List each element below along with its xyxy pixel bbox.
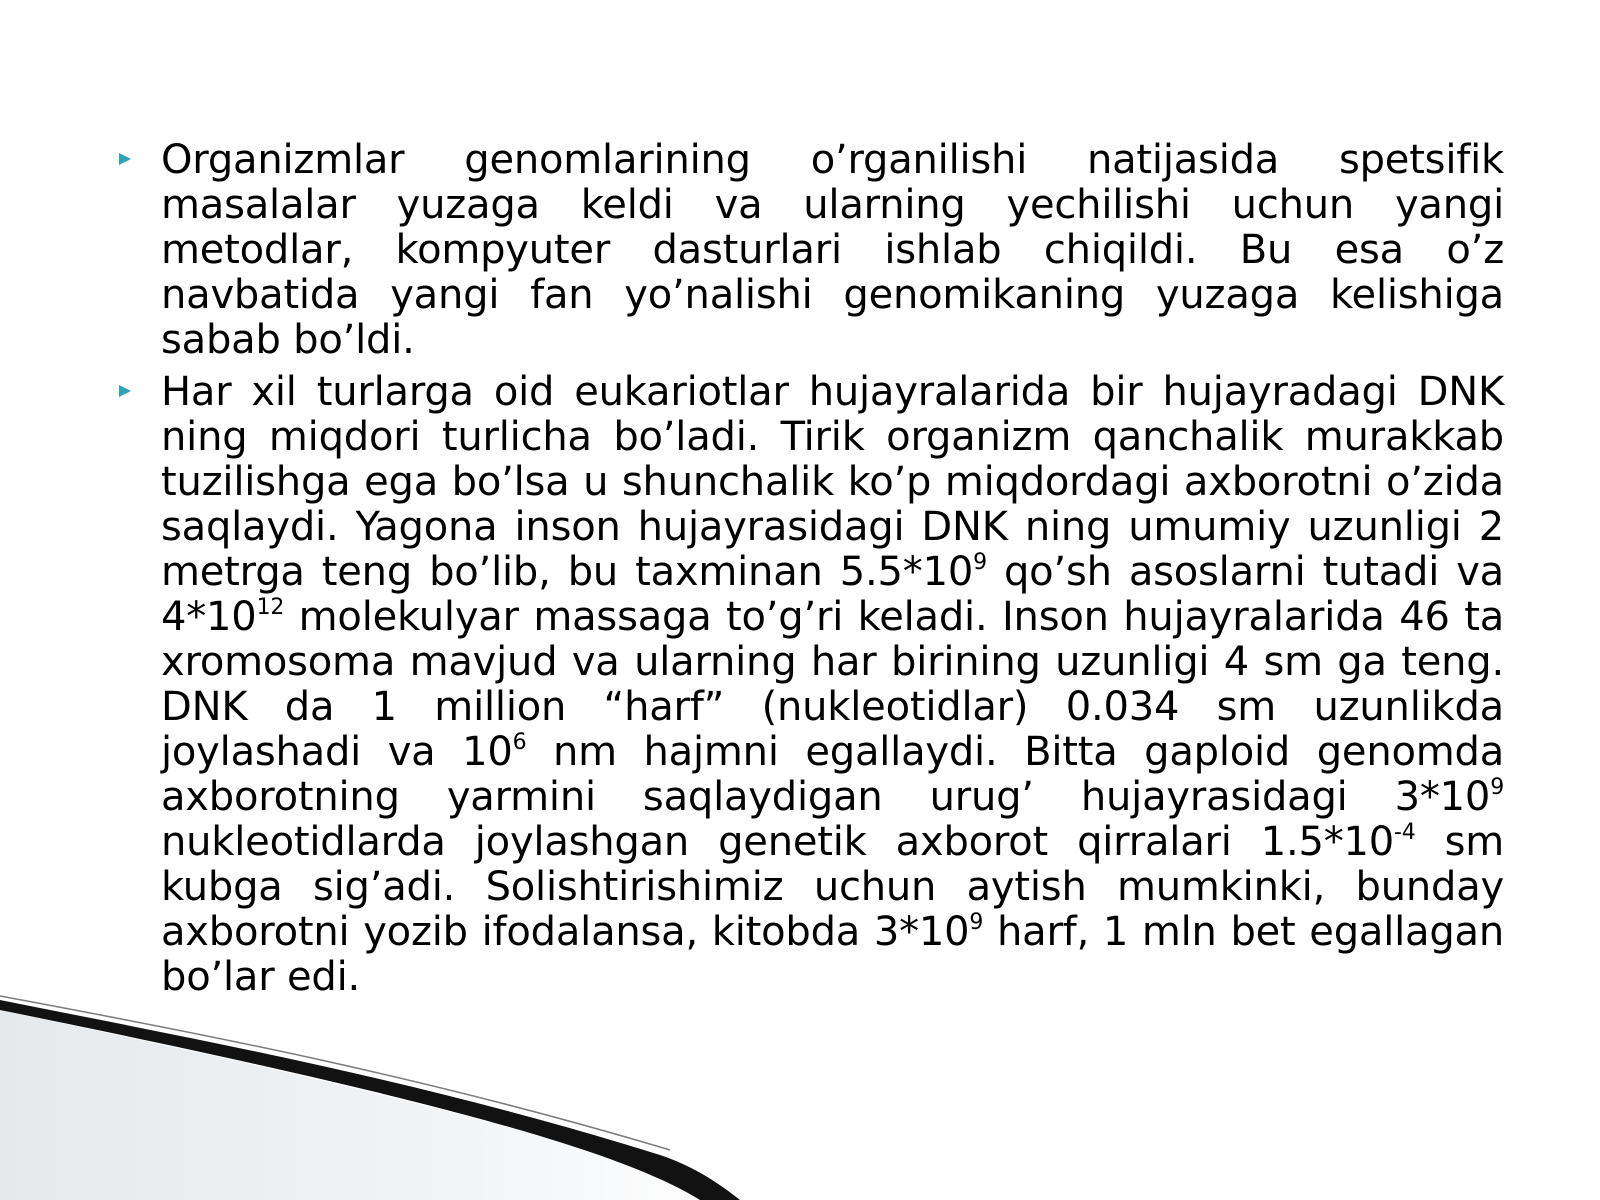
text-segment: Har xil turlarga oid eukariotlar hujayralarida bir hujayradagi DNK ning miqdori turlicha bo’ladi. Tirik organizm qanchalik murakkab tuzilishga ega bo’lsa u shunchalik ko’p miqdordagi axborotni o’zida saqlaydi. Yagona inson hujayrasidagi DNK ning umumiy uzunligi 2 metrga teng bo’lib, bu taxminan 5.5*10 bbox=[161, 369, 1504, 595]
exponent: 9 bbox=[973, 550, 987, 575]
exponent: 9 bbox=[1490, 775, 1504, 800]
exponent: -4 bbox=[1394, 820, 1416, 845]
exponent: 9 bbox=[969, 910, 984, 935]
triangle-bullet-icon bbox=[119, 153, 131, 165]
bullet-text bbox=[161, 370, 1504, 1000]
text-segment: qo’sh asoslarni tutadi va 4*10 bbox=[161, 549, 1504, 640]
text-segment: harf, 1 mln bet egallagan bo’lar edi. bbox=[161, 909, 1504, 1000]
exponent: 6 bbox=[512, 730, 527, 755]
text-segment: sm kubga sig’adi. Solishtirishimiz uchun aytish mumkinki, bunday axborotni yozib ifodalansa, kitobda 3*10 bbox=[161, 819, 1505, 955]
text-segment: nm hajmni egallaydi. Bitta gaploid genomda axborotning yarmini saqlaydigan urug’ hujayrasidagi 3*10 bbox=[161, 729, 1505, 820]
exponent: 12 bbox=[256, 595, 285, 620]
bullet-item-genomics bbox=[116, 138, 1504, 363]
bullet-text: Organizmlar genomlarining o’rganilishi natijasida spetsifik masalalar yuzaga keldi va ularning yechilishi uchun yangi metodlar, kompyuter dasturlari ishlab chiqildi. Bu esa o’z navbatida yangi fan yo’nalishi genomikaning yuzaga kelishiga sabab bo’ldi. bbox=[161, 137, 1504, 363]
bullet-item-dna-amount bbox=[116, 370, 1504, 1000]
text-segment: nukleotidlarda joylashgan genetik axborot qirralari 1.5*10 bbox=[161, 819, 1395, 865]
slide-body bbox=[116, 138, 1504, 1000]
text-segment: molekulyar massaga to’g’ri keladi. Inson hujayralarida 46 ta xromosoma mavjud va ularning har birining uzunligi 4 sm ga teng. DNK da 1 million “harf” (nukleotidlar) 0.034 sm uzunlikda joylashadi va 10 bbox=[161, 594, 1504, 775]
triangle-bullet-icon bbox=[119, 385, 131, 397]
